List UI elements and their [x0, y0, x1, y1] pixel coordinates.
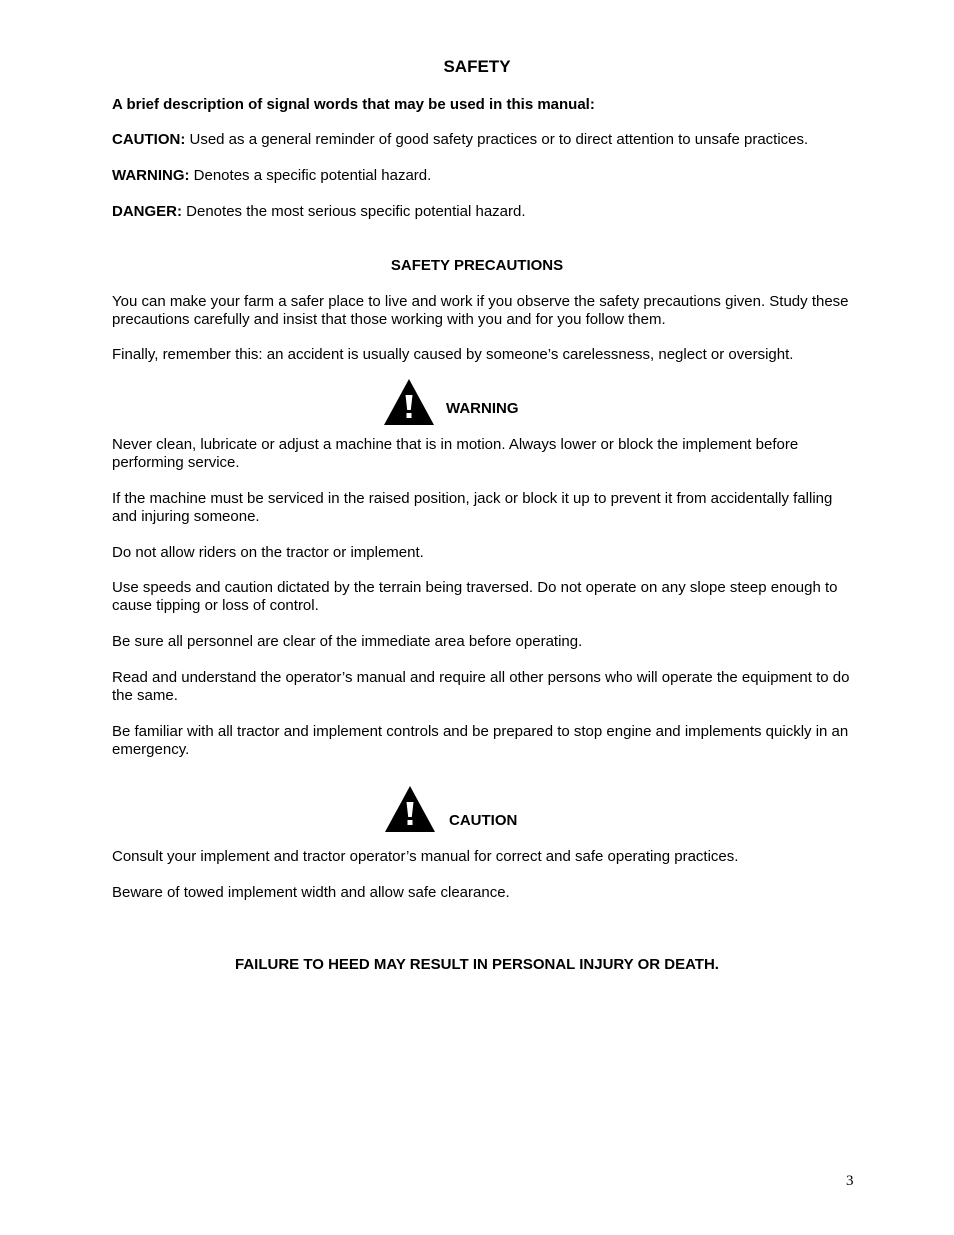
footer-warning: FAILURE TO HEED MAY RESULT IN PERSONAL INJURY OR DEATH.	[235, 956, 719, 973]
warning-item: Use speeds and caution dictated by the terrain being traversed. Do not operate on any slope steep enough to cause tipping or loss of control.	[112, 579, 838, 614]
warning-item: Do not allow riders on the tractor or implement.	[112, 544, 424, 561]
warning-item: Never clean, lubricate or adjust a machine that is in motion. Always lower or block the implement before performing service.	[112, 436, 799, 471]
signal-word-danger	[112, 203, 860, 221]
precautions-paragraph: Finally, remember this: an accident is usually caused by someone’s carelessness, neglect or oversight.	[112, 346, 794, 363]
signal-definition: Denotes the most serious specific potential hazard.	[182, 203, 526, 220]
safety-precautions-heading: SAFETY PRECAUTIONS	[390, 257, 564, 274]
page-number: 3	[846, 1173, 854, 1189]
signal-words-intro: A brief description of signal words that may be used in this manual:	[112, 96, 595, 113]
warning-item: Be familiar with all tractor and implement controls and be prepared to stop engine and implements quickly in an emergency.	[112, 723, 849, 758]
page-title: SAFETY	[443, 57, 511, 76]
warning-triangle-icon	[383, 378, 435, 426]
signal-word-warning	[112, 167, 860, 185]
signal-definition: Denotes a specific potential hazard.	[189, 167, 432, 184]
caution-item: Beware of towed implement width and allow safe clearance.	[112, 884, 510, 901]
signal-term: WARNING:	[112, 167, 190, 184]
signal-term: DANGER:	[112, 203, 182, 220]
warning-item: If the machine must be serviced in the raised position, jack or block it up to prevent it from accidentally falling and injuring someone.	[112, 490, 833, 525]
precautions-paragraph: You can make your farm a safer place to live and work if you observe the safety precautions given. Study these precautions carefully and insist that those working with you and for you follow them.	[112, 293, 849, 328]
caution-header	[384, 785, 517, 833]
signal-definition: Used as a general reminder of good safety practices or to direct attention to unsafe practices.	[185, 131, 809, 148]
signal-term: CAUTION:	[112, 131, 186, 148]
warning-item: Be sure all personnel are clear of the immediate area before operating.	[112, 633, 583, 650]
caution-triangle-icon	[384, 785, 436, 833]
warning-item: Read and understand the operator’s manual and require all other persons who will operate the equipment to do the same.	[112, 669, 850, 704]
warning-label: WARNING	[446, 399, 519, 417]
warning-header	[383, 378, 519, 426]
caution-item: Consult your implement and tractor operator’s manual for correct and safe operating practices.	[112, 848, 739, 865]
signal-word-caution	[112, 131, 860, 149]
caution-label: CAUTION	[449, 811, 518, 829]
